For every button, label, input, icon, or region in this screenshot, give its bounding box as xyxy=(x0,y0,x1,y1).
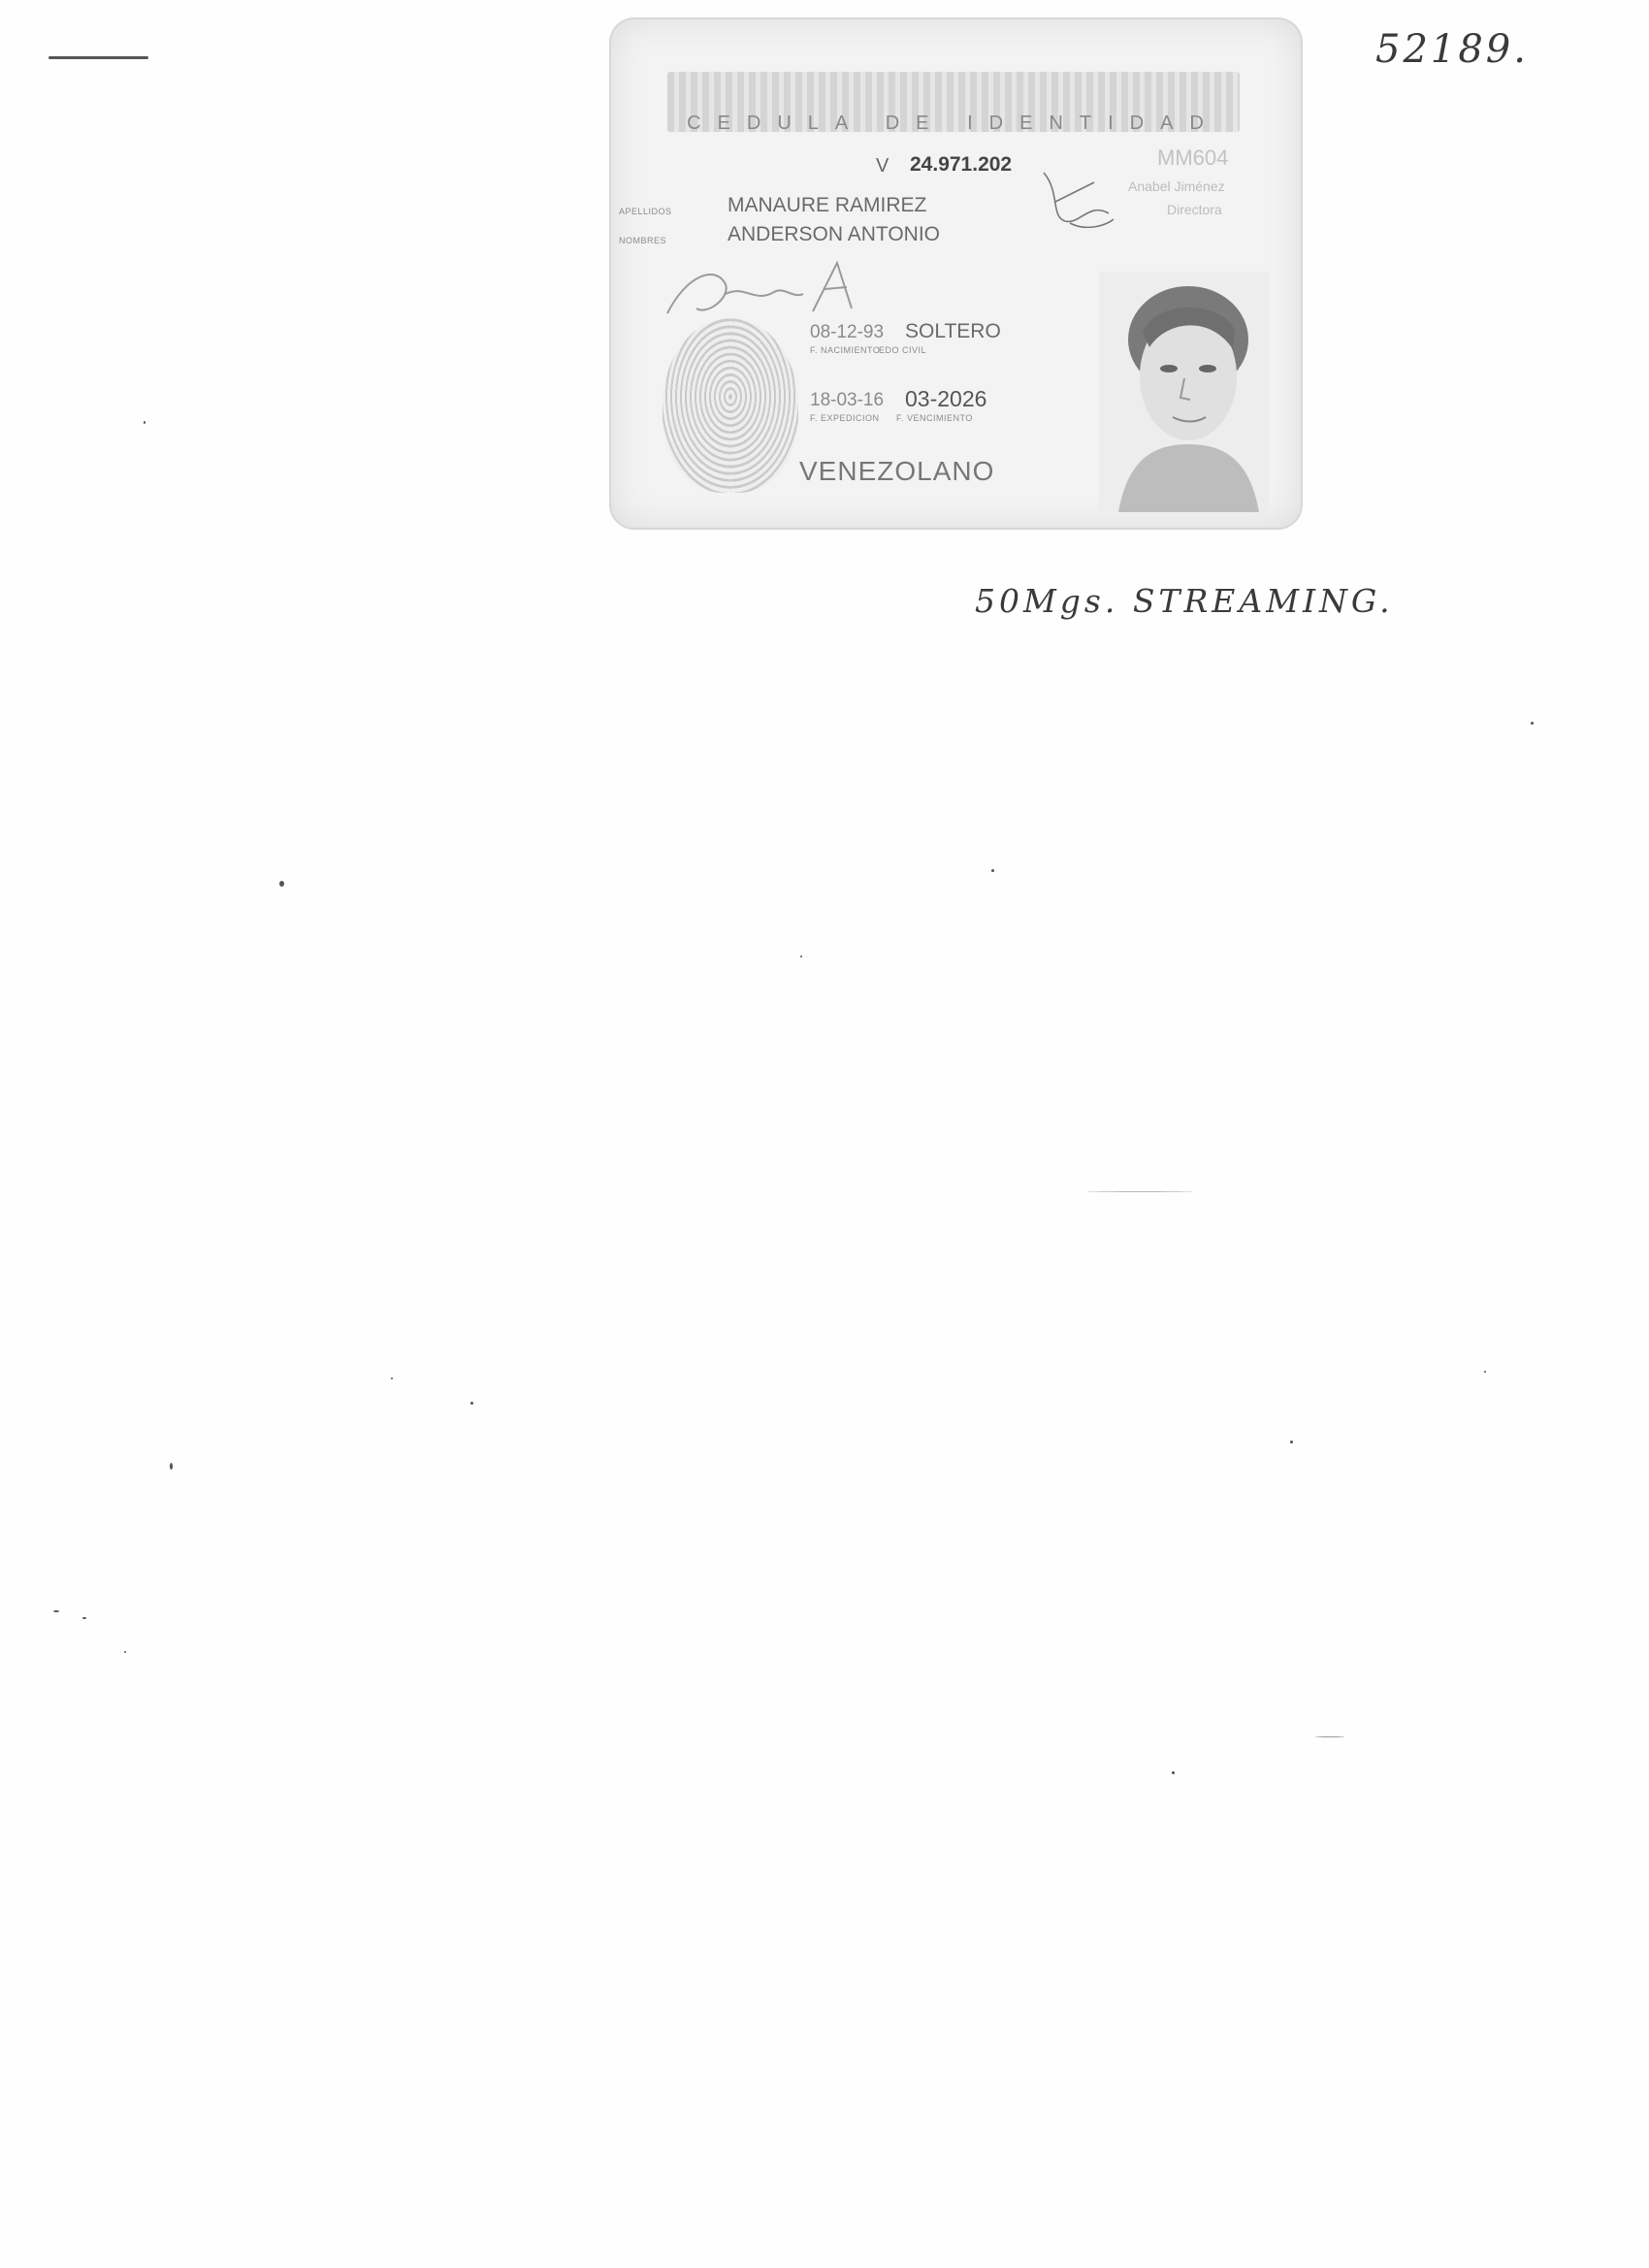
holder-signature-image xyxy=(658,255,881,333)
fingerprint-image xyxy=(663,318,798,493)
scan-speck xyxy=(391,1377,393,1379)
scan-speck xyxy=(1086,1191,1193,1192)
scan-speck xyxy=(124,1651,126,1653)
scan-speck xyxy=(279,881,284,887)
director-title: Directora xyxy=(1167,202,1222,217)
surname-value: MANAURE RAMIREZ xyxy=(728,194,927,216)
scan-speck xyxy=(470,1402,473,1405)
surname-label: APELLIDOS xyxy=(619,207,672,216)
handwritten-note: 50Mgs. STREAMING. xyxy=(975,582,1394,620)
civil-status-label: EDO CIVIL xyxy=(879,345,927,355)
issue-date-label: F. EXPEDICION xyxy=(810,413,880,423)
expiry-date: 03-2026 xyxy=(905,386,987,411)
id-number: 24.971.202 xyxy=(910,153,1013,176)
id-prefix: V xyxy=(876,155,889,177)
birth-date: 08-12-93 xyxy=(810,322,885,342)
scan-speck xyxy=(1531,722,1534,725)
issue-date: 18-03-16 xyxy=(810,390,885,410)
civil-status: SOLTERO xyxy=(905,320,1001,342)
scan-speck xyxy=(144,421,146,424)
card-header-title: CEDULA DE IDENTIDAD xyxy=(687,113,1220,134)
handwritten-reference-number: 52189. xyxy=(1375,27,1529,72)
scan-speck xyxy=(53,1610,59,1612)
given-names-value: ANDERSON ANTONIO xyxy=(728,223,940,245)
scan-speck xyxy=(170,1463,173,1470)
director-name: Anabel Jiménez xyxy=(1128,178,1225,194)
scan-speck xyxy=(991,869,994,872)
nationality: VENEZOLANO xyxy=(799,456,995,486)
birth-date-label: F. NACIMIENTO xyxy=(810,345,881,355)
scan-speck xyxy=(800,956,802,957)
given-names-label: NOMBRES xyxy=(619,236,667,245)
scan-speck xyxy=(82,1617,86,1619)
scan-speck xyxy=(1172,1771,1175,1774)
card-code: MM604 xyxy=(1157,146,1229,170)
pen-dash-mark xyxy=(48,56,148,59)
identity-card-photocopy xyxy=(609,17,1303,530)
scan-speck xyxy=(1315,1736,1344,1737)
scan-speck xyxy=(1290,1441,1293,1443)
official-signature-image xyxy=(1036,163,1118,241)
expiry-date-label: F. VENCIMIENTO xyxy=(896,413,973,423)
scan-speck xyxy=(1484,1371,1486,1373)
holder-photo xyxy=(1099,272,1269,512)
